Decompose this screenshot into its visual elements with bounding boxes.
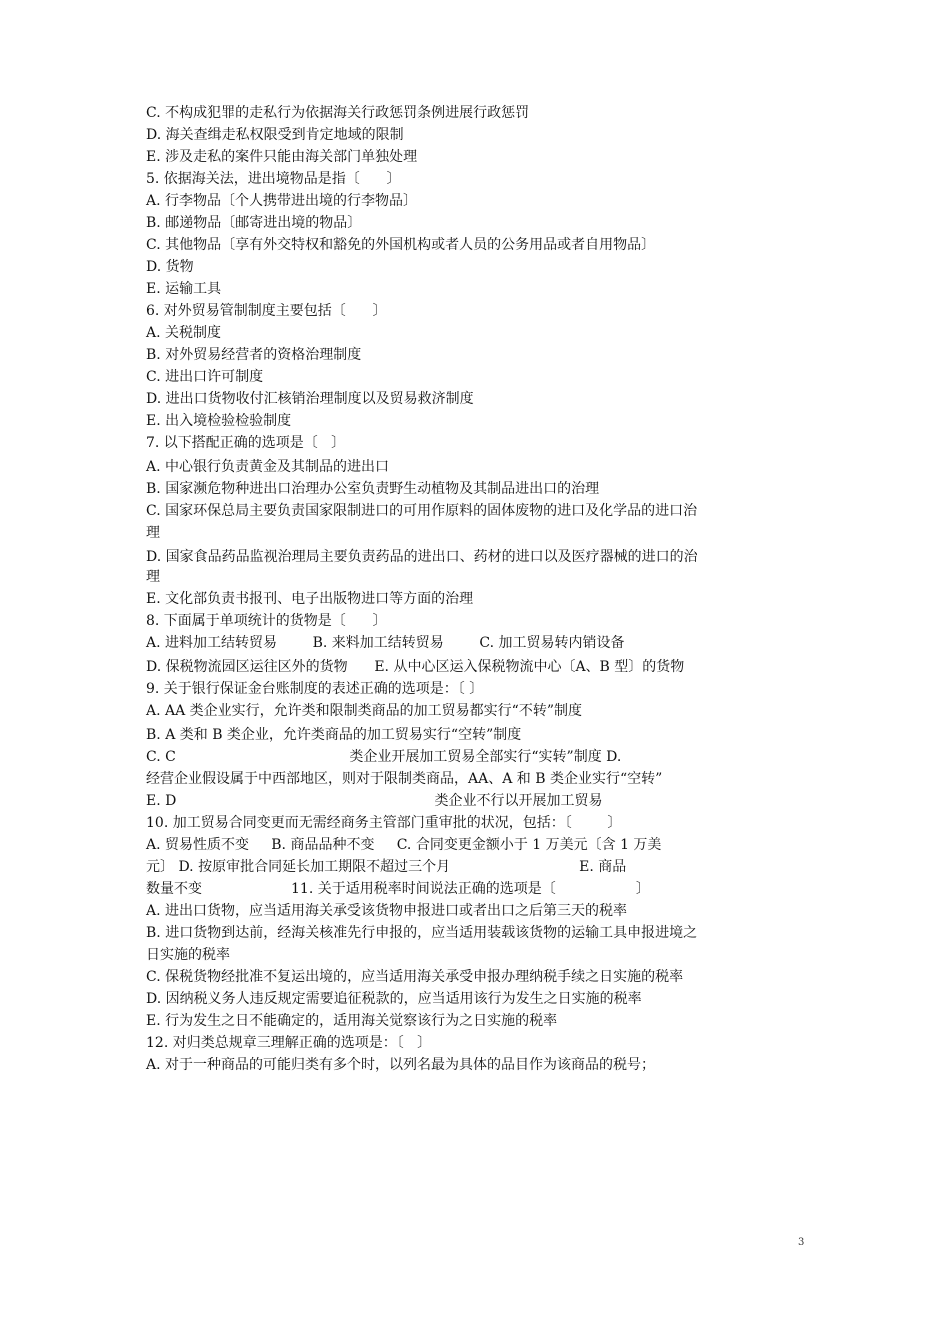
text-line: C. 不构成犯罪的走私行为依据海关行政惩罚条例进展行政惩罚 <box>146 105 530 121</box>
text-line: B. 进口货物到达前，经海关核准先行申报的，应当适用装载该货物的运输工具申报进境之 <box>146 925 698 941</box>
text-line: C. C 类企业开展加工贸易全部实行“实转”制度 D. <box>146 749 622 765</box>
text-line: A. AA 类企业实行，允许类和限制类商品的加工贸易都实行“不转”制度 <box>146 703 582 719</box>
text-line: A. 进料加工结转贸易 B. 来料加工结转贸易 C. 加工贸易转内销设备 <box>146 635 625 651</box>
text-line: E. 运输工具 <box>146 281 222 297</box>
text-line: E. 文化部负责书报刊、电子出版物进口等方面的治理 <box>146 591 474 607</box>
text-line: 6. 对外贸易管制制度主要包括〔 〕 <box>146 303 387 319</box>
text-line: A. 贸易性质不变 B. 商品品种不变 C. 合同变更金额小于 1 万美元〔含 1 万美 <box>146 837 662 853</box>
text-line: 日实施的税率 <box>146 947 230 963</box>
text-line: C. 其他物品〔享有外交特权和豁免的外国机构或者人员的公务用品或者自用物品〕 <box>146 237 656 253</box>
text-line: 理 <box>146 525 160 541</box>
text-line: A. 中心银行负责黄金及其制品的进出口 <box>146 459 390 475</box>
text-line: 9. 关于银行保证金台账制度的表述正确的选项是：〔 〕 <box>146 681 484 697</box>
text-line: D. 国家食品药品监视治理局主要负责药品的进出口、药材的进口以及医疗器械的进口的治 <box>146 549 698 565</box>
text-line: B. 国家濒危物种进出口治理办公室负责野生动植物及其制品进出口的治理 <box>146 481 600 497</box>
text-line: D. 海关查缉走私权限受到肯定地域的限制 <box>146 127 404 143</box>
text-line: E. 涉及走私的案件只能由海关部门单独处理 <box>146 149 418 165</box>
text-line: C. 进出口许可制度 <box>146 369 264 385</box>
text-line: A. 行李物品〔个人携带进出境的行李物品〕 <box>146 193 418 209</box>
text-line: A. 对于一种商品的可能归类有多个时，以列名最为具体的品目作为该商品的税号； <box>146 1057 656 1073</box>
text-line: 8. 下面属于单项统计的货物是〔 〕 <box>146 613 387 629</box>
text-line: 经营企业假设属于中西部地区，则对于限制类商品，AA、A 和 B 类企业实行“空转” <box>146 771 663 787</box>
text-line: C. 国家环保总局主要负责国家限制进口的可用作原料的固体废物的进口及化学品的进口治 <box>146 503 698 519</box>
text-line: C. 保税货物经批准不复运出境的，应当适用海关承受申报办理纳税手续之日实施的税率 <box>146 969 684 985</box>
text-line: A. 进出口货物，应当适用海关承受该货物申报进口或者出口之后第三天的税率 <box>146 903 628 919</box>
text-line: E. 行为发生之日不能确定的，适用海关觉察该行为之日实施的税率 <box>146 1013 558 1029</box>
text-line: 数量不变 11. 关于适用税率时间说法正确的选项是〔 〕 <box>146 881 650 897</box>
text-line: 元〕 D. 按原审批合同延长加工期限不超过三个月 E. 商品 <box>146 859 627 875</box>
text-line: B. A 类和 B 类企业，允许类商品的加工贸易实行“空转”制度 <box>146 727 522 743</box>
text-line: 7. 以下搭配正确的选项是〔 〕 <box>146 435 346 451</box>
text-line: D. 因纳税义务人违反规定需要追征税款的，应当适用该行为发生之日实施的税率 <box>146 991 642 1007</box>
text-line: D. 保税物流园区运往区外的货物 E. 从中心区运入保税物流中心〔A、B 型〕的货物 <box>146 659 685 675</box>
page-number: 3 <box>798 1237 805 1248</box>
text-line: A. 关税制度 <box>146 325 222 341</box>
text-line: B. 对外贸易经营者的资格治理制度 <box>146 347 362 363</box>
text-line: 5. 依据海关法，进出境物品是指〔 〕 <box>146 171 401 187</box>
text-line: 10. 加工贸易合同变更而无需经商务主管部门重审批的状况，包括：〔 〕 <box>146 815 622 831</box>
text-line: D. 货物 <box>146 259 194 275</box>
text-line: B. 邮递物品〔邮寄进出境的物品〕 <box>146 215 362 231</box>
text-line: E. 出入境检验检验制度 <box>146 413 292 429</box>
text-line: 12. 对归类总规章三理解正确的选项是：〔 〕 <box>146 1035 432 1051</box>
text-line: E. D 类企业不行以开展加工贸易 <box>146 793 603 809</box>
text-line: D. 进出口货物收付汇核销治理制度以及贸易救济制度 <box>146 391 474 407</box>
text-line: 理 <box>146 569 160 585</box>
